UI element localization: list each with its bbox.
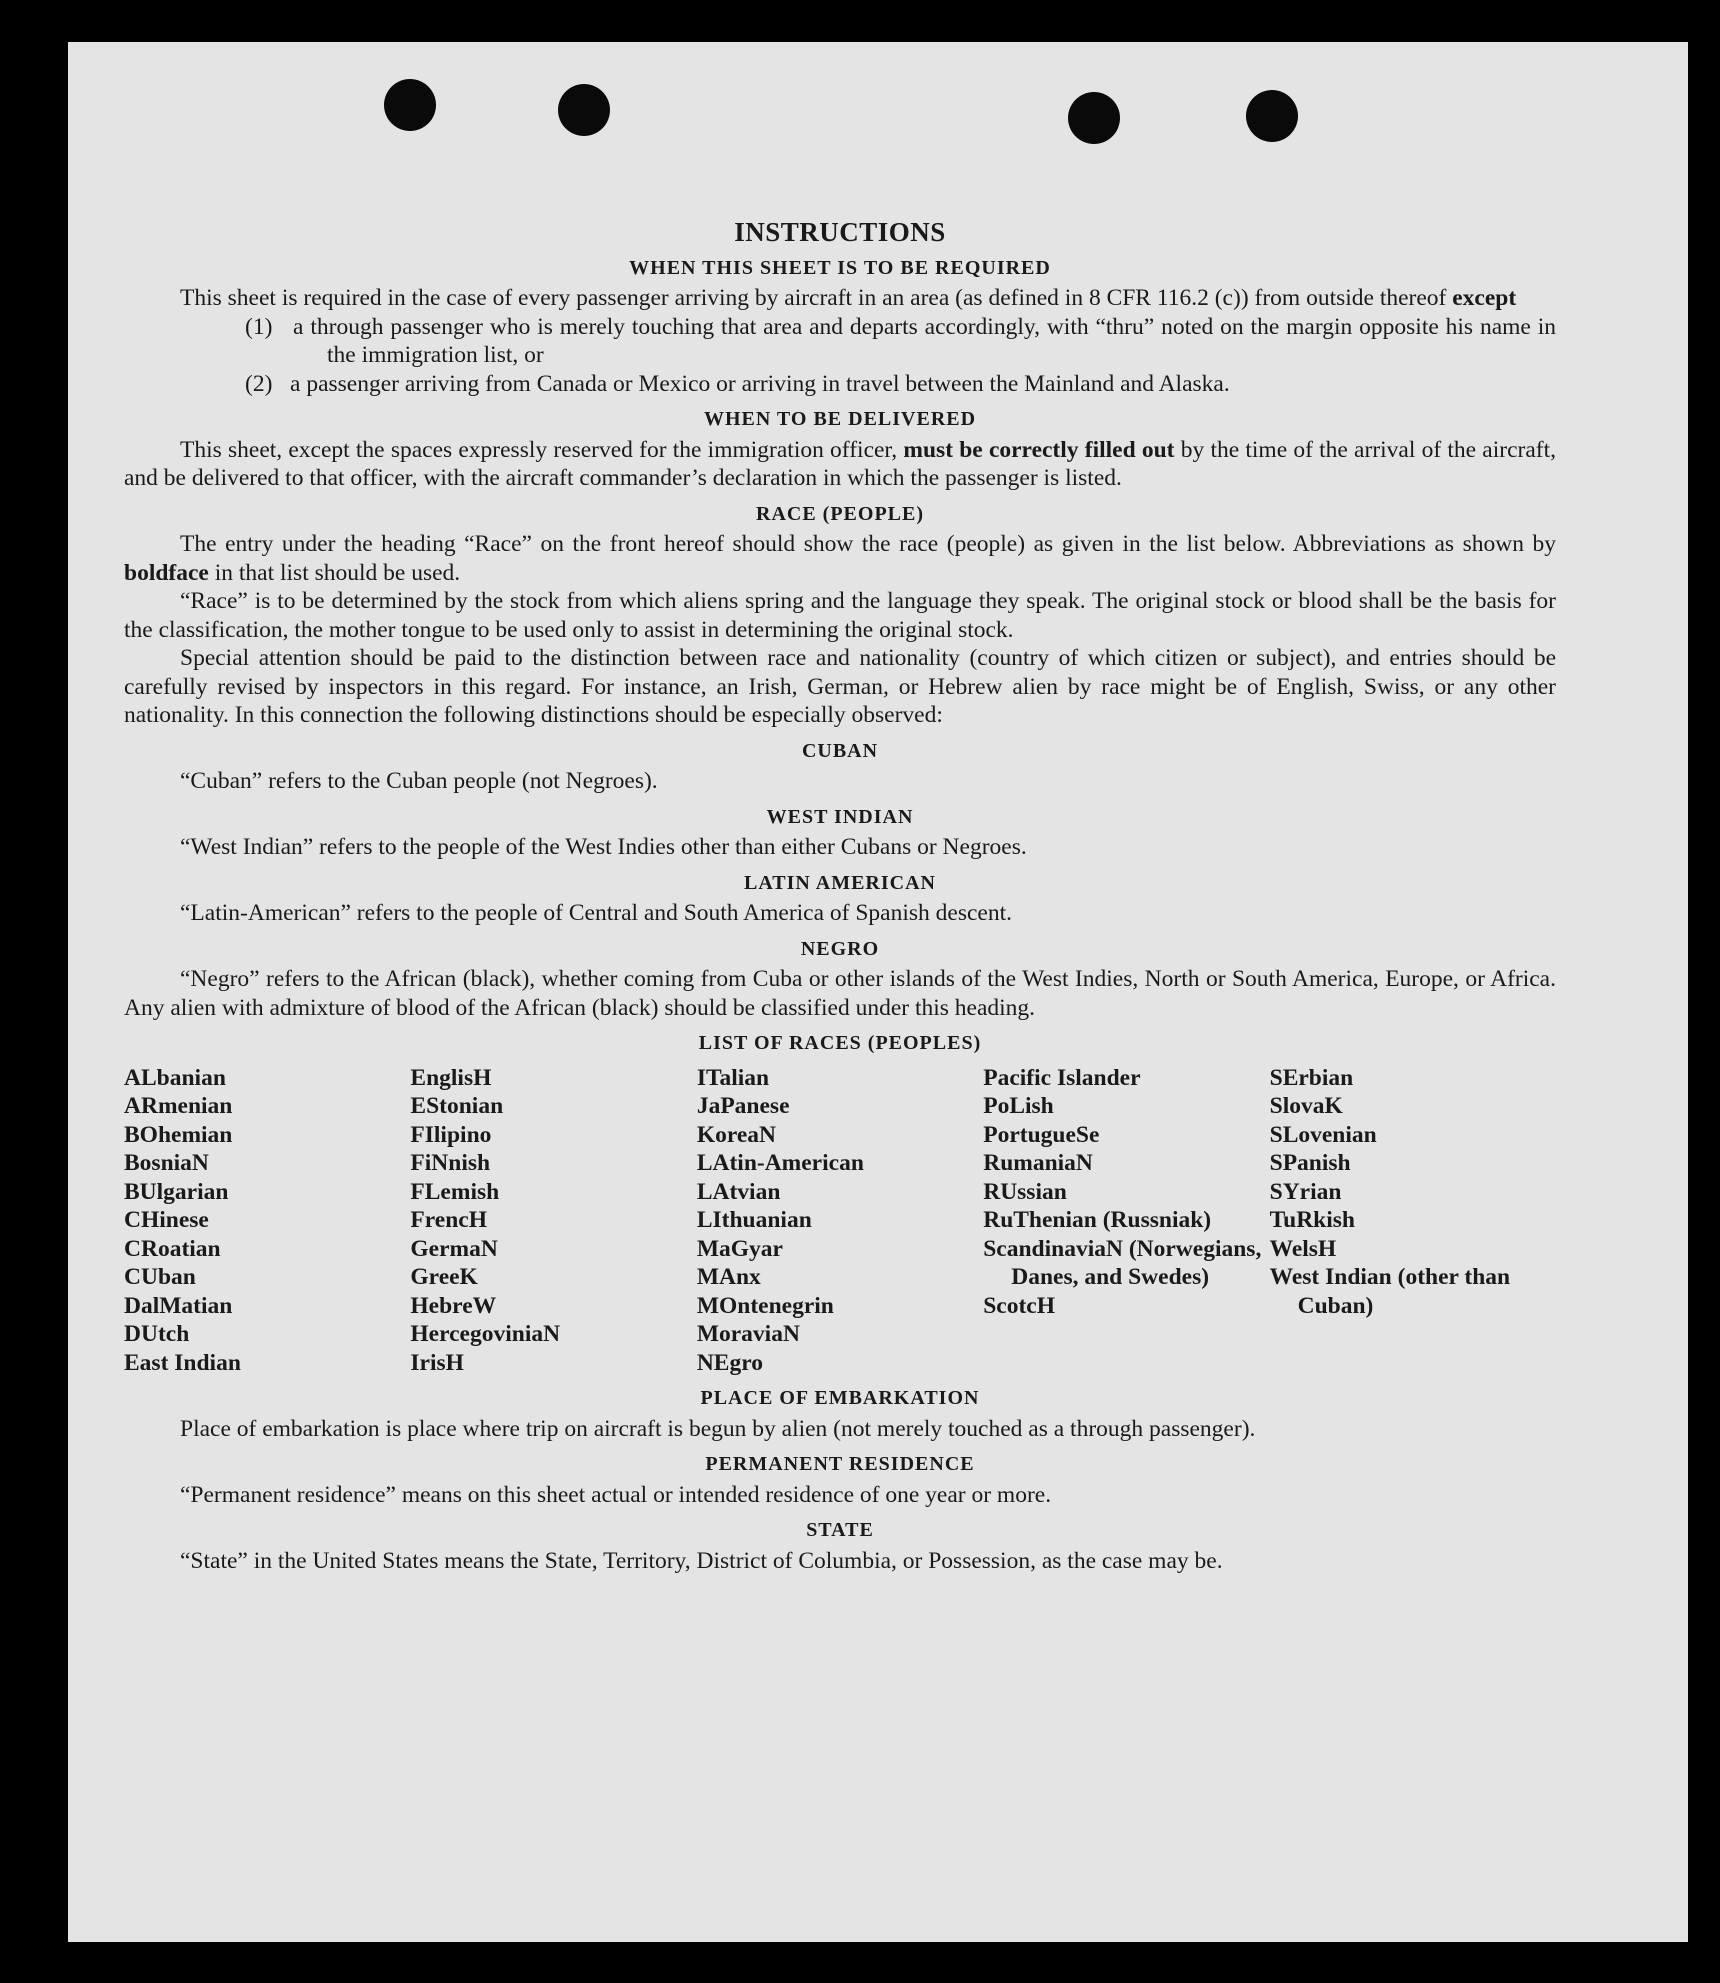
when-required-intro — [124, 284, 1556, 313]
race-item: FiNnish — [410, 1150, 491, 1176]
race-item: West Indian (other than Cuban) — [1269, 1264, 1511, 1319]
race-item: BosniaN — [124, 1150, 209, 1176]
race-item: NEgro — [696, 1349, 763, 1376]
heading-cuban: CUBAN — [801, 739, 879, 762]
race-item: PoLish — [983, 1093, 1054, 1119]
when-delivered-text — [124, 436, 1556, 493]
race-item: WelsH — [1269, 1235, 1337, 1262]
race-item: FLemish — [410, 1178, 500, 1205]
exception-item-1-number: (1) — [245, 313, 273, 340]
cuban-text: “Cuban” refers to the Cuban people (not Negroes). — [180, 768, 658, 794]
punch-hole-1 — [384, 79, 436, 131]
race-item: DUtch — [124, 1321, 190, 1347]
punch-hole-2 — [558, 84, 610, 136]
punch-hole-4 — [1246, 90, 1298, 142]
race-paragraph-3: Special attention should be paid to the distinction between race and nationality (country of which citizen or subject), and entries should be carefully revised by inspectors in this regard. For instance, an Irish, German, or Hebrew alien by race might be of English, Swiss, or any other nationality. In this connection the following distinctions should be especially observed: — [124, 645, 1556, 728]
race-column-1 — [124, 1064, 410, 1378]
when-required-intro-text: This sheet is required in the case of every passenger arriving by aircraft in an area (as defined in 8 CFR 116.2 (c)) from outside thereof — [180, 285, 1447, 311]
race-item: FIlipino — [410, 1121, 492, 1148]
race-item: ScandinaviaN (Norwegians, Danes, and Swedes) — [983, 1235, 1262, 1290]
race-item: LAtvian — [696, 1178, 781, 1205]
race-item: TuRkish — [1269, 1207, 1355, 1233]
race-item: RumaniaN — [983, 1150, 1093, 1176]
heading-west-indian: WEST INDIAN — [766, 805, 914, 828]
heading-race: RACE (PEOPLE) — [756, 502, 924, 525]
heading-list-of-races: LIST OF RACES (PEOPLES) — [698, 1032, 982, 1054]
race-item: ITalian — [696, 1064, 770, 1091]
punch-hole-3 — [1068, 92, 1120, 144]
race-item: EnglisH — [410, 1064, 492, 1091]
race-item: JaPanese — [696, 1093, 790, 1119]
race-item: CRoatian — [124, 1235, 221, 1262]
race-column-2 — [410, 1064, 696, 1378]
race-item: HebreW — [410, 1292, 497, 1319]
heading-embarkation: PLACE OF EMBARKATION — [700, 1387, 980, 1409]
race-item: MaGyar — [696, 1235, 783, 1262]
race-item: ScotcH — [983, 1292, 1056, 1319]
exception-item-2-number: (2) — [245, 370, 273, 397]
race-p1-text-a: The entry under the heading “Race” on the front hereof should show the race (people) as given in the list below. Abbreviations as shown by — [180, 531, 1556, 557]
race-item: SPanish — [1269, 1150, 1351, 1176]
when-required-except: except — [1452, 285, 1517, 311]
race-item: RUssian — [983, 1178, 1067, 1205]
race-item: ARmenian — [124, 1093, 233, 1119]
exception-item-2 — [124, 370, 1556, 399]
negro-text: “Negro” refers to the African (black), whether coming from Cuba or other islands of the West Indies, North or South America, Europe, or Africa. Any alien with admixture of blood of the African (black) should be classified under this heading. — [124, 966, 1556, 1021]
race-item: GermaN — [410, 1235, 498, 1262]
race-item: CHinese — [124, 1207, 209, 1233]
page-title: INSTRUCTIONS — [734, 217, 946, 247]
heading-when-required: WHEN THIS SHEET IS TO BE REQUIRED — [629, 256, 1051, 279]
heading-permanent-residence: PERMANENT RESIDENCE — [705, 1453, 975, 1475]
race-item: LAtin-American — [696, 1150, 864, 1176]
race-item: EStonian — [410, 1093, 504, 1119]
race-item: SYrian — [1269, 1178, 1342, 1205]
race-item: BOhemian — [124, 1121, 233, 1148]
race-item: LIthuanian — [696, 1207, 812, 1233]
race-item: MAnx — [696, 1264, 761, 1290]
latin-american-text: “Latin-American” refers to the people of Central and South America of Spanish descent. — [180, 900, 1013, 926]
race-item: IrisH — [410, 1349, 464, 1376]
race-item: KoreaN — [696, 1121, 776, 1148]
race-item: ALbanian — [124, 1064, 226, 1091]
race-p1-boldface: boldface — [124, 559, 209, 586]
race-paragraph-2: “Race” is to be determined by the stock from which aliens spring and the language they speak. The original stock or blood shall be the basis for the classification, the mother tongue to be used only to assist in determining the original stock. — [124, 588, 1556, 643]
when-delivered-text-a: This sheet, except the spaces expressly reserved for the immigration officer, — [180, 436, 898, 463]
race-list — [124, 1064, 1556, 1378]
race-item: SLovenian — [1269, 1121, 1377, 1148]
heading-when-delivered: WHEN TO BE DELIVERED — [703, 408, 977, 430]
heading-latin-american: LATIN AMERICAN — [744, 871, 936, 894]
race-item: FrencH — [410, 1207, 487, 1233]
exception-item-1 — [124, 313, 1556, 370]
race-item: PortugueSe — [983, 1121, 1100, 1148]
state-text: “State” in the United States means the State, Territory, District of Columbia, or Possession, as the case may be. — [180, 1547, 1223, 1574]
when-delivered-text-c: by the time of the arrival of the aircraft, and be delivered to that officer, with the aircraft commander’s declaration in which the passenger is listed. — [124, 436, 1557, 491]
race-item: BUlgarian — [124, 1178, 229, 1205]
race-column-4 — [983, 1064, 1269, 1378]
permanent-residence-text: “Permanent residence” means on this sheet actual or intended residence of one year or more. — [180, 1481, 1052, 1508]
race-p1-text-b: in that list should be used. — [214, 559, 461, 586]
race-paragraph-1 — [124, 530, 1556, 587]
race-item: DalMatian — [124, 1292, 233, 1319]
exception-item-1-text: a through passenger who is merely touching that area and departs accordingly, with “thru” noted on the margin opposite his name in the immigration list, or — [293, 313, 1556, 368]
race-item: MOntenegrin — [696, 1292, 834, 1319]
document-page — [68, 42, 1688, 1942]
race-item: East Indian — [124, 1349, 241, 1376]
race-item: SlovaK — [1269, 1093, 1343, 1119]
race-item: MoraviaN — [696, 1321, 800, 1347]
heading-negro: NEGRO — [800, 937, 880, 960]
exception-item-2-text: a passenger arriving from Canada or Mexico or arriving in travel between the Mainland and Alaska. — [290, 370, 1230, 397]
race-column-3 — [697, 1064, 983, 1378]
west-indian-text: “West Indian” refers to the people of the West Indies other than either Cubans or Negroes. — [180, 834, 1027, 860]
race-item: GreeK — [410, 1264, 478, 1290]
when-delivered-text-bold: must be correctly filled out — [903, 436, 1175, 463]
embarkation-text: Place of embarkation is place where trip on aircraft is begun by alien (not merely touched as a through passenger). — [180, 1415, 1256, 1442]
instructions-body — [124, 218, 1556, 1575]
race-item: HercegoviniaN — [410, 1321, 561, 1347]
race-item: RuThenian (Russniak) — [983, 1207, 1212, 1233]
heading-state: STATE — [806, 1519, 874, 1541]
race-column-5 — [1270, 1064, 1556, 1378]
race-item: CUban — [124, 1264, 196, 1290]
race-item: Pacific Islander — [983, 1064, 1141, 1091]
race-item: SErbian — [1269, 1064, 1354, 1091]
